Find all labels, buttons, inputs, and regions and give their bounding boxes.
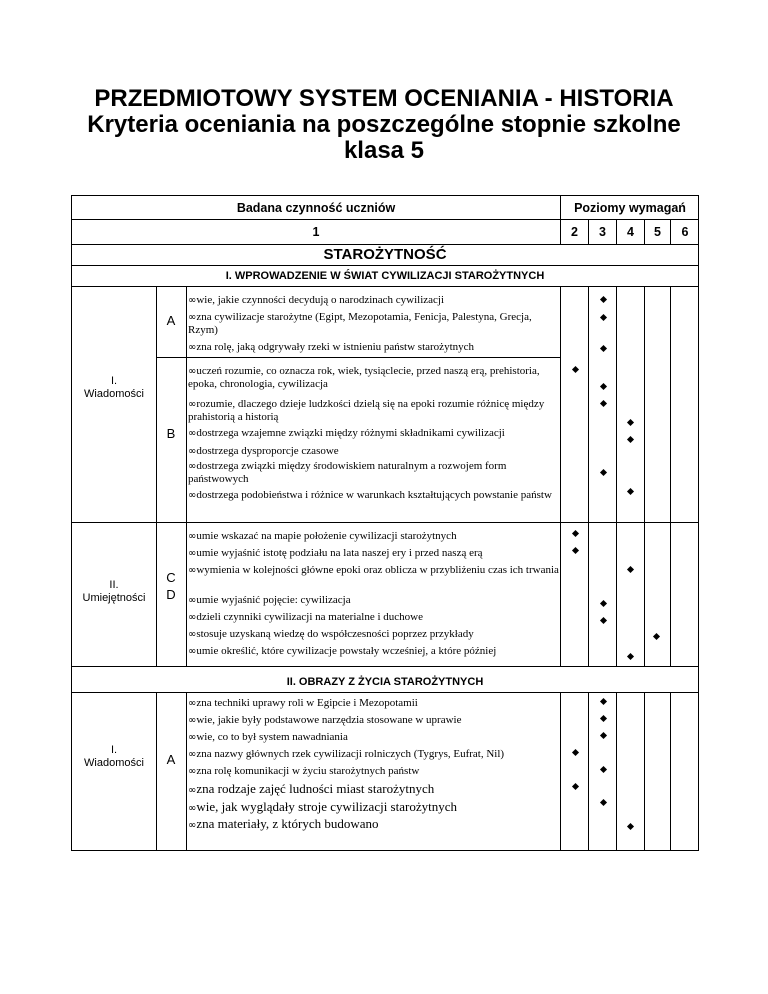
criterion: ∞zna materiały, z których budowano <box>188 816 379 831</box>
criterion: ∞umie określić, które cywilizacje powstały wcześniej, a które później <box>188 645 497 657</box>
criterion: ∞zna rolę, jaką odgrywały rzeki w istnieniu państw starożytnych <box>188 341 475 353</box>
section-2-title: II. OBRAZY Z ŻYCIA STAROŻYTNYCH <box>286 676 484 688</box>
class-label: klasa 5 <box>343 137 425 164</box>
criterion: ∞wymienia w kolejności główne epoki oraz oblicza w przybliżeniu czas ich trwania <box>188 564 559 576</box>
header-col-1: 1 <box>312 225 320 239</box>
criterion: ∞zna rolę komunikacji w życiu starożytnych państw <box>188 765 420 777</box>
criterion: ∞uczeń rozumie, co oznacza rok, wiek, tysiąclecie, przed naszą erą, prehistoria, epoka, chronologia, cywilizacja <box>188 365 540 390</box>
criterion: ∞dostrzega dysproporcje czasowe <box>188 445 339 457</box>
level-c: C <box>166 570 176 585</box>
criterion: ∞wie, jak wyglądały stroje cywilizacji starożytnych <box>188 799 457 814</box>
header-level-5: 5 <box>654 225 661 239</box>
criterion: ∞zna nazwy głównych rzek cywilizacji rolniczych (Tygrys, Eufrat, Nil) <box>188 748 505 760</box>
document-subtitle: Kryteria oceniania na poszczególne stopnie szkolne <box>87 111 681 138</box>
criterion: ∞dostrzega podobieństwa i różnice w warunkach kształtujących powstanie państw <box>188 489 552 501</box>
criterion: ∞wie, co to był system nawadniania <box>188 731 348 743</box>
header-level-4: 4 <box>627 225 634 239</box>
criterion: ∞dzieli czynniki cywilizacji na materialne i duchowe <box>188 611 423 623</box>
era-title: STAROŻYTNOŚĆ <box>323 246 447 263</box>
level-a-2: A <box>166 752 176 767</box>
level-a: A <box>166 313 176 328</box>
criterion: ∞zna rodzaje zajęć ludności miast starożytnych <box>188 781 435 796</box>
header-levels: Poziomy wymagań <box>574 201 686 215</box>
level-d: D <box>166 587 176 602</box>
header-level-3: 3 <box>599 225 606 239</box>
criterion: ∞zna techniki uprawy roli w Egipcie i Mezopotamii <box>188 697 418 709</box>
criterion: ∞wie, jakie były podstawowe narzędzia stosowane w uprawie <box>188 714 462 726</box>
level-b: B <box>166 426 176 441</box>
criterion: ∞rozumie, dlaczego dzieje ludzkości dzielą się na epoki rozumie różnicę między prahistorią a historią <box>188 398 545 423</box>
header-activity: Badana czynność uczniów <box>236 201 396 215</box>
document-title: PRZEDMIOTOWY SYSTEM OCENIANIA - HISTORIA <box>94 85 674 112</box>
category-wiadomosci-2: I. Wiadomości <box>84 744 144 769</box>
criterion: ∞stosuje uzyskaną wiedzę do współczesności poprzez przykłady <box>188 628 474 640</box>
criterion: ∞umie wyjaśnić istotę podziału na lata naszej ery i przed naszą erą <box>188 547 483 559</box>
section-1-title: I. WPROWADZENIE W ŚWIAT CYWILIZACJI STAROŻYTNYCH <box>225 270 545 282</box>
category-wiadomosci: I. Wiadomości <box>84 375 144 400</box>
category-umiejetnosci: II. Umiejętności <box>82 579 146 604</box>
criterion: ∞umie wskazać na mapie położenie cywilizacji starożytnych <box>188 530 457 542</box>
header-level-2: 2 <box>571 225 578 239</box>
criterion: ∞zna cywilizacje starożytne (Egipt, Mezopotamia, Fenicja, Palestyna, Grecja, Rzym) <box>188 311 532 336</box>
criterion: ∞wie, jakie czynności decydują o narodzinach cywilizacji <box>188 294 445 306</box>
criterion: ∞umie wyjaśnić pojęcie: cywilizacja <box>188 594 351 606</box>
criterion: ∞dostrzega związki między środowiskiem naturalnym a rozwojem form państwowych <box>188 460 507 485</box>
header-level-6: 6 <box>681 225 689 239</box>
criterion: ∞dostrzega wzajemne związki między różnymi składnikami cywilizacji <box>188 427 505 439</box>
